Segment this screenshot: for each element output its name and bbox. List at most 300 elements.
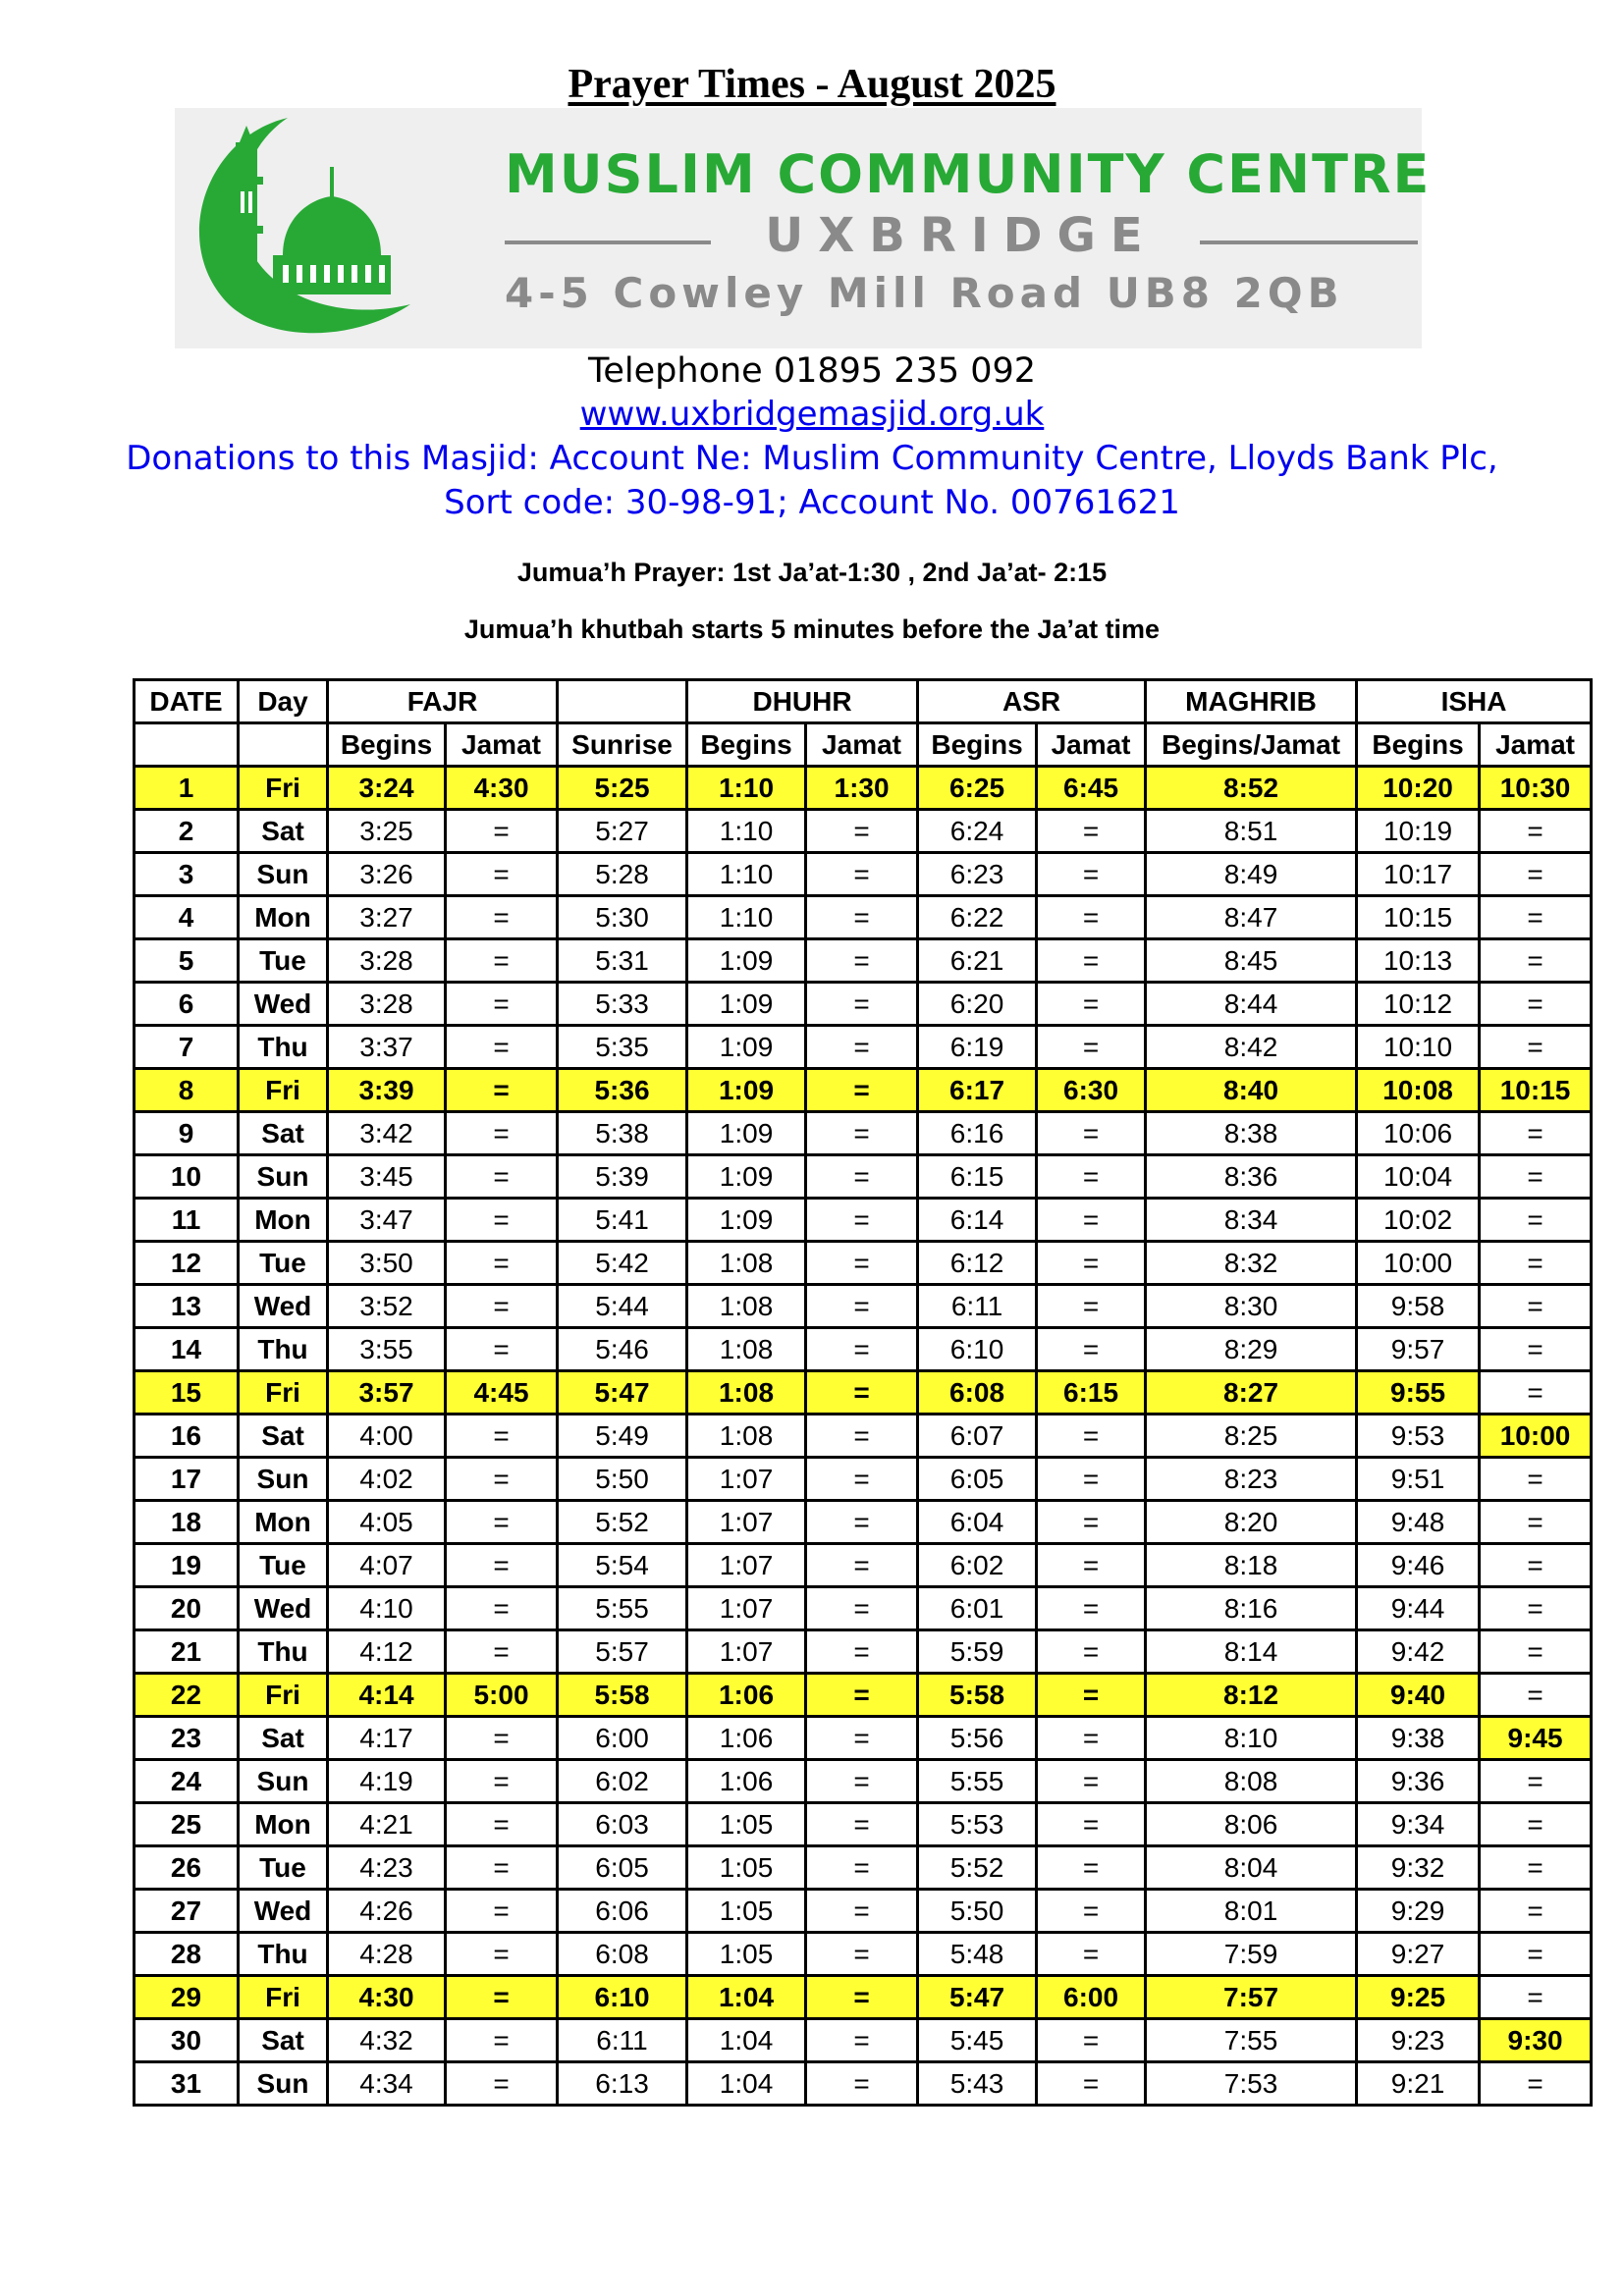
cell-isha-jamat: = — [1480, 1199, 1592, 1242]
table-row — [135, 1544, 1592, 1587]
cell-fajr-begins: 3:42 — [328, 1112, 446, 1155]
cell-asr-jamat: = — [1037, 896, 1146, 939]
prayer-times-table — [133, 678, 1593, 2107]
cell-sunrise: 5:52 — [558, 1501, 687, 1544]
cell-isha-jamat: = — [1480, 810, 1592, 853]
cell-isha-begins: 9:48 — [1357, 1501, 1480, 1544]
cell-isha-jamat: = — [1480, 1803, 1592, 1846]
cell-asr-jamat: = — [1037, 939, 1146, 983]
table-row — [135, 1458, 1592, 1501]
jumuah-prayer-times: Jumua’h Prayer: 1st Ja’at-1:30 , 2nd Ja’at- 2:15 — [516, 558, 1108, 587]
cell-isha-begins: 9:42 — [1357, 1630, 1480, 1674]
cell-asr-begins: 5:47 — [918, 1976, 1037, 2019]
cell-sunrise: 5:49 — [558, 1415, 687, 1458]
org-name: MUSLIM COMMUNITY CENTRE — [505, 143, 1432, 205]
cell-fajr-begins: 4:07 — [328, 1544, 446, 1587]
cell-isha-jamat: = — [1480, 1285, 1592, 1328]
table-row — [135, 1890, 1592, 1933]
cell-dhuhr-jamat: = — [806, 810, 918, 853]
table-row — [135, 1026, 1592, 1069]
page-title: Prayer Times - August 2025 — [568, 62, 1056, 107]
cell-date: 30 — [135, 2019, 239, 2062]
cell-fajr-jamat: = — [446, 1717, 558, 1760]
cell-isha-begins: 9:46 — [1357, 1544, 1480, 1587]
cell-sunrise: 5:44 — [558, 1285, 687, 1328]
cell-maghrib: 8:12 — [1146, 1674, 1357, 1717]
cell-isha-begins: 9:25 — [1357, 1976, 1480, 2019]
table-row — [135, 1155, 1592, 1199]
cell-day: Sun — [239, 2062, 328, 2106]
cell-sunrise: 5:36 — [558, 1069, 687, 1112]
cell-dhuhr-begins: 1:04 — [687, 2062, 806, 2106]
cell-dhuhr-jamat: = — [806, 1717, 918, 1760]
cell-dhuhr-jamat: = — [806, 1846, 918, 1890]
cell-maghrib: 8:44 — [1146, 983, 1357, 1026]
table-row — [135, 1846, 1592, 1890]
cell-date: 23 — [135, 1717, 239, 1760]
cell-maghrib: 8:45 — [1146, 939, 1357, 983]
table-row — [135, 1371, 1592, 1415]
cell-asr-begins: 6:24 — [918, 810, 1037, 853]
cell-asr-begins: 6:20 — [918, 983, 1037, 1026]
cell-dhuhr-begins: 1:08 — [687, 1285, 806, 1328]
cell-day: Sat — [239, 2019, 328, 2062]
cell-maghrib: 8:30 — [1146, 1285, 1357, 1328]
cell-fajr-jamat: = — [446, 1155, 558, 1199]
website-link[interactable]: www.uxbridgemasjid.org.uk — [579, 395, 1045, 434]
cell-sunrise: 5:47 — [558, 1371, 687, 1415]
cell-isha-begins: 9:53 — [1357, 1415, 1480, 1458]
cell-date: 24 — [135, 1760, 239, 1803]
cell-maghrib: 8:38 — [1146, 1112, 1357, 1155]
cell-asr-jamat: = — [1037, 1803, 1146, 1846]
cell-dhuhr-begins: 1:08 — [687, 1328, 806, 1371]
cell-isha-jamat: = — [1480, 1587, 1592, 1630]
table-row — [135, 1587, 1592, 1630]
cell-asr-jamat: = — [1037, 1933, 1146, 1976]
cell-asr-jamat: = — [1037, 1285, 1146, 1328]
cell-fajr-begins: 3:26 — [328, 853, 446, 896]
cell-day: Fri — [239, 1371, 328, 1415]
cell-asr-jamat: = — [1037, 1760, 1146, 1803]
cell-maghrib: 8:25 — [1146, 1415, 1357, 1458]
cell-maghrib: 8:27 — [1146, 1371, 1357, 1415]
cell-date: 20 — [135, 1587, 239, 1630]
cell-asr-begins: 5:50 — [918, 1890, 1037, 1933]
cell-isha-jamat: 10:15 — [1480, 1069, 1592, 1112]
subheader-sunrise: Sunrise — [558, 723, 687, 767]
cell-sunrise: 6:08 — [558, 1933, 687, 1976]
cell-fajr-jamat: = — [446, 2019, 558, 2062]
cell-dhuhr-begins: 1:04 — [687, 1976, 806, 2019]
cell-fajr-begins: 4:32 — [328, 2019, 446, 2062]
cell-dhuhr-begins: 1:08 — [687, 1371, 806, 1415]
subheader-asr-begins: Begins — [918, 723, 1037, 767]
cell-sunrise: 6:05 — [558, 1846, 687, 1890]
cell-isha-jamat: 9:45 — [1480, 1717, 1592, 1760]
cell-dhuhr-begins: 1:05 — [687, 1890, 806, 1933]
cell-sunrise: 5:58 — [558, 1674, 687, 1717]
cell-sunrise: 5:28 — [558, 853, 687, 896]
header-blank — [558, 680, 687, 723]
table-body — [135, 767, 1592, 2106]
cell-day: Tue — [239, 939, 328, 983]
telephone: Telephone 01895 235 092 — [587, 351, 1037, 391]
cell-asr-jamat: = — [1037, 1890, 1146, 1933]
cell-isha-begins: 9:38 — [1357, 1717, 1480, 1760]
cell-fajr-begins: 3:57 — [328, 1371, 446, 1415]
subheader-fajr-begins: Begins — [328, 723, 446, 767]
table-row — [135, 2019, 1592, 2062]
cell-asr-jamat: = — [1037, 2019, 1146, 2062]
cell-maghrib: 8:10 — [1146, 1717, 1357, 1760]
cell-asr-begins: 5:55 — [918, 1760, 1037, 1803]
cell-maghrib: 8:29 — [1146, 1328, 1357, 1371]
cell-date: 26 — [135, 1846, 239, 1890]
cell-day: Mon — [239, 1199, 328, 1242]
cell-asr-begins: 5:43 — [918, 2062, 1037, 2106]
cell-dhuhr-jamat: = — [806, 1371, 918, 1415]
cell-dhuhr-jamat: = — [806, 1587, 918, 1630]
cell-sunrise: 5:33 — [558, 983, 687, 1026]
cell-isha-begins: 10:10 — [1357, 1026, 1480, 1069]
cell-fajr-begins: 4:05 — [328, 1501, 446, 1544]
subheader-asr-jamat: Jamat — [1037, 723, 1146, 767]
table-row — [135, 2062, 1592, 2106]
cell-date: 6 — [135, 983, 239, 1026]
cell-day: Mon — [239, 1803, 328, 1846]
cell-maghrib: 8:52 — [1146, 767, 1357, 810]
cell-fajr-jamat: = — [446, 1199, 558, 1242]
cell-isha-jamat: = — [1480, 1976, 1592, 2019]
cell-isha-begins: 9:44 — [1357, 1587, 1480, 1630]
cell-dhuhr-begins: 1:09 — [687, 1155, 806, 1199]
cell-isha-begins: 10:19 — [1357, 810, 1480, 853]
cell-fajr-jamat: = — [446, 1846, 558, 1890]
cell-sunrise: 5:55 — [558, 1587, 687, 1630]
cell-asr-begins: 5:59 — [918, 1630, 1037, 1674]
cell-day: Mon — [239, 1501, 328, 1544]
cell-isha-jamat: = — [1480, 1242, 1592, 1285]
cell-fajr-begins: 4:28 — [328, 1933, 446, 1976]
cell-isha-jamat: = — [1480, 1760, 1592, 1803]
cell-asr-jamat: 6:15 — [1037, 1371, 1146, 1415]
cell-date: 5 — [135, 939, 239, 983]
cell-day: Fri — [239, 1069, 328, 1112]
cell-sunrise: 5:35 — [558, 1026, 687, 1069]
cell-fajr-jamat: = — [446, 810, 558, 853]
cell-isha-jamat: = — [1480, 1846, 1592, 1890]
cell-fajr-begins: 4:30 — [328, 1976, 446, 2019]
table-row — [135, 1285, 1592, 1328]
cell-maghrib: 8:32 — [1146, 1242, 1357, 1285]
cell-day: Thu — [239, 1933, 328, 1976]
cell-fajr-begins: 3:50 — [328, 1242, 446, 1285]
cell-date: 3 — [135, 853, 239, 896]
cell-fajr-begins: 3:47 — [328, 1199, 446, 1242]
cell-sunrise: 5:39 — [558, 1155, 687, 1199]
cell-asr-begins: 6:22 — [918, 896, 1037, 939]
cell-maghrib: 8:23 — [1146, 1458, 1357, 1501]
cell-fajr-jamat: = — [446, 1976, 558, 2019]
cell-isha-begins: 10:04 — [1357, 1155, 1480, 1199]
cell-date: 2 — [135, 810, 239, 853]
cell-isha-jamat: = — [1480, 1501, 1592, 1544]
cell-day: Fri — [239, 1674, 328, 1717]
cell-date: 21 — [135, 1630, 239, 1674]
cell-asr-begins: 6:05 — [918, 1458, 1037, 1501]
cell-sunrise: 5:25 — [558, 767, 687, 810]
cell-dhuhr-jamat: = — [806, 939, 918, 983]
cell-isha-begins: 9:32 — [1357, 1846, 1480, 1890]
cell-dhuhr-jamat: = — [806, 1501, 918, 1544]
header-asr: ASR — [918, 680, 1146, 723]
cell-isha-begins: 9:55 — [1357, 1371, 1480, 1415]
cell-isha-jamat: = — [1480, 853, 1592, 896]
cell-asr-begins: 6:08 — [918, 1371, 1037, 1415]
cell-isha-begins: 10:13 — [1357, 939, 1480, 983]
cell-isha-jamat: = — [1480, 1371, 1592, 1415]
cell-asr-begins: 5:45 — [918, 2019, 1037, 2062]
cell-dhuhr-jamat: = — [806, 1760, 918, 1803]
cell-dhuhr-jamat: 1:30 — [806, 767, 918, 810]
cell-date: 19 — [135, 1544, 239, 1587]
cell-dhuhr-jamat: = — [806, 2019, 918, 2062]
cell-fajr-begins: 4:10 — [328, 1587, 446, 1630]
cell-dhuhr-jamat: = — [806, 1026, 918, 1069]
cell-dhuhr-jamat: = — [806, 2062, 918, 2106]
cell-asr-begins: 6:25 — [918, 767, 1037, 810]
cell-isha-jamat: 10:00 — [1480, 1415, 1592, 1458]
cell-isha-jamat: = — [1480, 1544, 1592, 1587]
cell-isha-begins: 9:27 — [1357, 1933, 1480, 1976]
cell-date: 18 — [135, 1501, 239, 1544]
cell-dhuhr-jamat: = — [806, 1933, 918, 1976]
cell-asr-jamat: = — [1037, 1674, 1146, 1717]
cell-asr-jamat: = — [1037, 1501, 1146, 1544]
cell-asr-begins: 6:21 — [918, 939, 1037, 983]
cell-sunrise: 6:10 — [558, 1976, 687, 2019]
cell-isha-jamat: = — [1480, 1155, 1592, 1199]
cell-dhuhr-jamat: = — [806, 1285, 918, 1328]
cell-date: 11 — [135, 1199, 239, 1242]
cell-fajr-begins: 4:17 — [328, 1717, 446, 1760]
cell-isha-jamat: = — [1480, 1328, 1592, 1371]
cell-dhuhr-jamat: = — [806, 1674, 918, 1717]
table-row — [135, 853, 1592, 896]
org-address: 4-5 Cowley Mill Road UB8 2QB — [505, 269, 1344, 317]
cell-dhuhr-begins: 1:07 — [687, 1587, 806, 1630]
cell-dhuhr-begins: 1:05 — [687, 1803, 806, 1846]
cell-asr-begins: 6:17 — [918, 1069, 1037, 1112]
cell-dhuhr-begins: 1:05 — [687, 1846, 806, 1890]
cell-dhuhr-jamat: = — [806, 853, 918, 896]
cell-sunrise: 5:54 — [558, 1544, 687, 1587]
cell-dhuhr-jamat: = — [806, 1199, 918, 1242]
cell-isha-begins: 9:57 — [1357, 1328, 1480, 1371]
bank-details: Sort code: 30-98-91; Account No. 00761621 — [444, 483, 1180, 522]
cell-date: 14 — [135, 1328, 239, 1371]
cell-date: 15 — [135, 1371, 239, 1415]
cell-date: 29 — [135, 1976, 239, 2019]
cell-dhuhr-jamat: = — [806, 1544, 918, 1587]
subheader-dhuhr-begins: Begins — [687, 723, 806, 767]
header-fajr: FAJR — [328, 680, 558, 723]
cell-fajr-jamat: = — [446, 1544, 558, 1587]
table-row — [135, 1069, 1592, 1112]
cell-maghrib: 8:16 — [1146, 1587, 1357, 1630]
cell-isha-begins: 10:02 — [1357, 1199, 1480, 1242]
cell-dhuhr-jamat: = — [806, 1458, 918, 1501]
cell-fajr-jamat: = — [446, 1415, 558, 1458]
cell-day: Wed — [239, 1890, 328, 1933]
cell-isha-jamat: = — [1480, 1112, 1592, 1155]
cell-maghrib: 8:04 — [1146, 1846, 1357, 1890]
cell-asr-jamat: = — [1037, 983, 1146, 1026]
cell-asr-begins: 6:23 — [918, 853, 1037, 896]
cell-fajr-begins: 3:24 — [328, 767, 446, 810]
subheader-cell — [135, 723, 239, 767]
subheader-isha-begins: Begins — [1357, 723, 1480, 767]
cell-dhuhr-begins: 1:09 — [687, 1199, 806, 1242]
cell-fajr-jamat: = — [446, 1328, 558, 1371]
cell-dhuhr-begins: 1:09 — [687, 939, 806, 983]
cell-day: Thu — [239, 1328, 328, 1371]
cell-date: 31 — [135, 2062, 239, 2106]
cell-maghrib: 8:08 — [1146, 1760, 1357, 1803]
cell-day: Tue — [239, 1544, 328, 1587]
cell-fajr-begins: 3:27 — [328, 896, 446, 939]
cell-maghrib: 8:14 — [1146, 1630, 1357, 1674]
cell-maghrib: 7:57 — [1146, 1976, 1357, 2019]
cell-maghrib: 8:06 — [1146, 1803, 1357, 1846]
cell-isha-begins: 9:58 — [1357, 1285, 1480, 1328]
cell-asr-begins: 6:11 — [918, 1285, 1037, 1328]
cell-maghrib: 8:36 — [1146, 1155, 1357, 1199]
cell-fajr-jamat: = — [446, 1630, 558, 1674]
cell-isha-begins: 9:23 — [1357, 2019, 1480, 2062]
cell-sunrise: 6:02 — [558, 1760, 687, 1803]
cell-isha-begins: 10:06 — [1357, 1112, 1480, 1155]
masjid-logo — [175, 108, 1432, 348]
cell-dhuhr-jamat: = — [806, 983, 918, 1026]
table-row — [135, 1976, 1592, 2019]
table-row — [135, 896, 1592, 939]
cell-fajr-begins: 4:12 — [328, 1630, 446, 1674]
donation-info: Donations to this Masjid: Account Ne: Muslim Community Centre, Lloyds Bank Plc, — [126, 439, 1498, 478]
cell-asr-jamat: = — [1037, 1846, 1146, 1890]
cell-dhuhr-begins: 1:07 — [687, 1630, 806, 1674]
cell-asr-jamat: = — [1037, 1415, 1146, 1458]
cell-isha-begins: 9:40 — [1357, 1674, 1480, 1717]
cell-asr-jamat: 6:00 — [1037, 1976, 1146, 2019]
cell-isha-begins: 10:08 — [1357, 1069, 1480, 1112]
cell-fajr-jamat: 5:00 — [446, 1674, 558, 1717]
cell-sunrise: 5:31 — [558, 939, 687, 983]
table-row — [135, 1630, 1592, 1674]
cell-date: 1 — [135, 767, 239, 810]
cell-dhuhr-jamat: = — [806, 1976, 918, 2019]
cell-day: Sat — [239, 1717, 328, 1760]
cell-day: Wed — [239, 1285, 328, 1328]
cell-asr-jamat: 6:30 — [1037, 1069, 1146, 1112]
cell-isha-begins: 9:34 — [1357, 1803, 1480, 1846]
cell-asr-jamat: = — [1037, 1544, 1146, 1587]
cell-asr-jamat: 6:45 — [1037, 767, 1146, 810]
cell-dhuhr-begins: 1:06 — [687, 1674, 806, 1717]
cell-asr-begins: 5:53 — [918, 1803, 1037, 1846]
cell-sunrise: 6:03 — [558, 1803, 687, 1846]
cell-day: Wed — [239, 1587, 328, 1630]
cell-dhuhr-begins: 1:08 — [687, 1242, 806, 1285]
subheader-dhuhr-jamat: Jamat — [806, 723, 918, 767]
cell-isha-jamat: 9:30 — [1480, 2019, 1592, 2062]
table-row — [135, 1803, 1592, 1846]
cell-asr-jamat: = — [1037, 1328, 1146, 1371]
cell-day: Wed — [239, 983, 328, 1026]
table-row — [135, 1933, 1592, 1976]
cell-asr-jamat: = — [1037, 1112, 1146, 1155]
cell-dhuhr-begins: 1:06 — [687, 1717, 806, 1760]
cell-sunrise: 5:42 — [558, 1242, 687, 1285]
cell-fajr-jamat: = — [446, 1242, 558, 1285]
header-isha: ISHA — [1357, 680, 1592, 723]
cell-dhuhr-jamat: = — [806, 1112, 918, 1155]
cell-asr-begins: 5:56 — [918, 1717, 1037, 1760]
cell-fajr-begins: 3:52 — [328, 1285, 446, 1328]
table-row — [135, 939, 1592, 983]
table-row — [135, 1199, 1592, 1242]
cell-maghrib: 8:47 — [1146, 896, 1357, 939]
cell-isha-jamat: = — [1480, 1458, 1592, 1501]
cell-sunrise: 5:27 — [558, 810, 687, 853]
cell-isha-jamat: = — [1480, 983, 1592, 1026]
cell-sunrise: 5:50 — [558, 1458, 687, 1501]
cell-fajr-jamat: = — [446, 983, 558, 1026]
cell-asr-jamat: = — [1037, 1717, 1146, 1760]
table-row — [135, 1501, 1592, 1544]
cell-isha-jamat: = — [1480, 2062, 1592, 2106]
table-row — [135, 810, 1592, 853]
cell-day: Sat — [239, 810, 328, 853]
cell-day: Sat — [239, 1112, 328, 1155]
cell-fajr-begins: 3:28 — [328, 939, 446, 983]
cell-isha-jamat: = — [1480, 1674, 1592, 1717]
cell-fajr-jamat: = — [446, 1760, 558, 1803]
cell-date: 13 — [135, 1285, 239, 1328]
cell-day: Mon — [239, 896, 328, 939]
cell-date: 10 — [135, 1155, 239, 1199]
cell-isha-jamat: = — [1480, 939, 1592, 983]
cell-day: Sat — [239, 1415, 328, 1458]
cell-sunrise: 5:30 — [558, 896, 687, 939]
cell-fajr-jamat: = — [446, 853, 558, 896]
subheader-maghrib: Begins/Jamat — [1146, 723, 1357, 767]
cell-dhuhr-begins: 1:09 — [687, 1026, 806, 1069]
cell-fajr-jamat: 4:45 — [446, 1371, 558, 1415]
cell-asr-begins: 6:10 — [918, 1328, 1037, 1371]
cell-fajr-jamat: = — [446, 1112, 558, 1155]
cell-dhuhr-begins: 1:07 — [687, 1458, 806, 1501]
table-header-row — [135, 680, 1592, 723]
header-maghrib: MAGHRIB — [1146, 680, 1357, 723]
cell-dhuhr-begins: 1:10 — [687, 767, 806, 810]
cell-fajr-jamat: = — [446, 896, 558, 939]
cell-isha-begins: 9:36 — [1357, 1760, 1480, 1803]
cell-fajr-begins: 4:00 — [328, 1415, 446, 1458]
cell-day: Fri — [239, 1976, 328, 2019]
cell-dhuhr-begins: 1:09 — [687, 1112, 806, 1155]
